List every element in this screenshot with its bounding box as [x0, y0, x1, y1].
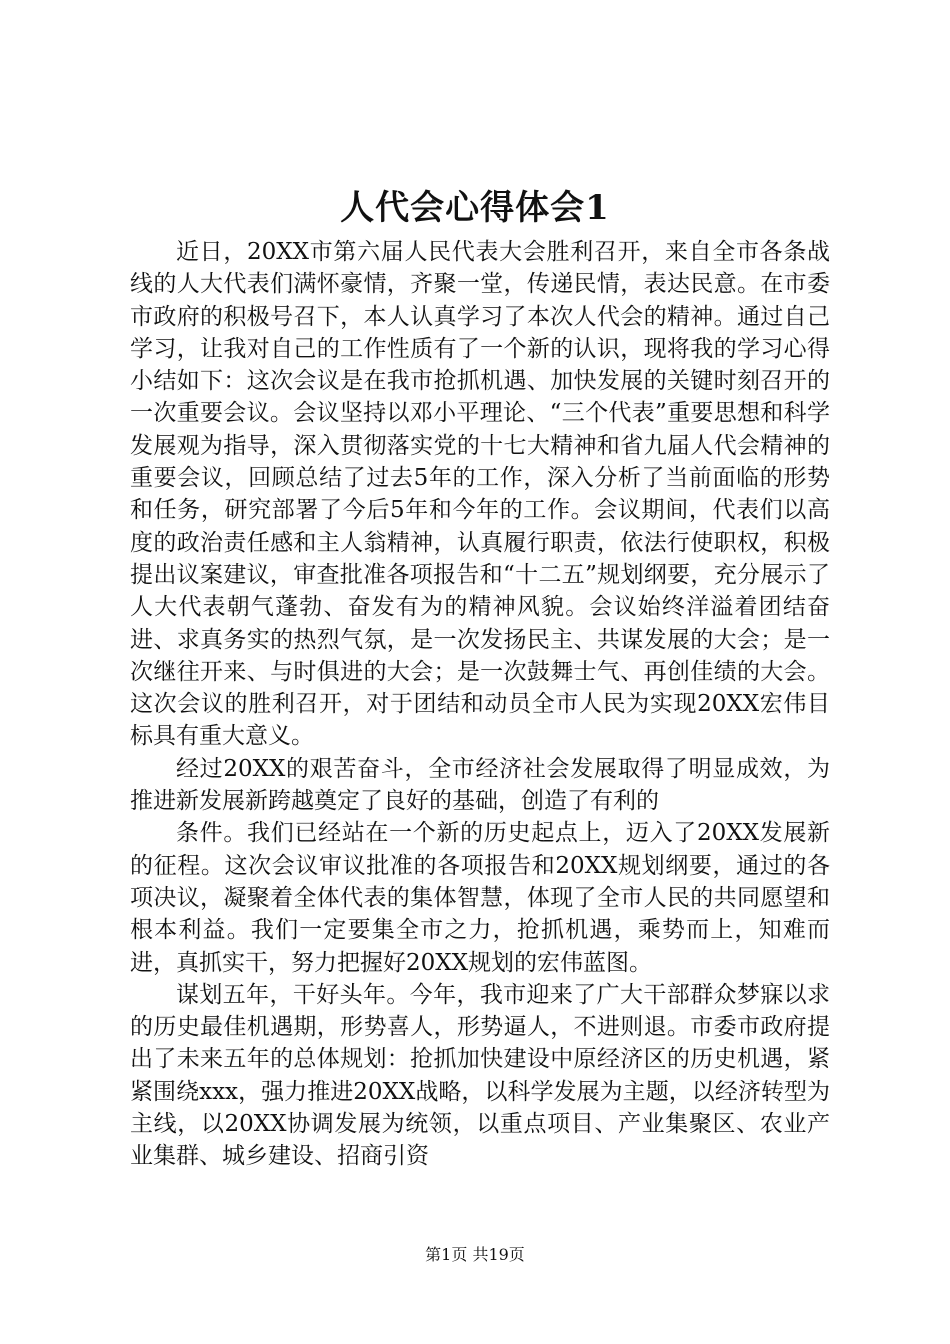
document-title: 人代会心得体会1	[340, 188, 610, 228]
paragraph: 经过20XX的艰苦奋斗，全市经济社会发展取得了明显成效，为推进新发展新跨越奠定了良好的基础，创造了有利的	[130, 755, 830, 815]
page-footer: 第1页 共19页	[425, 1245, 525, 1264]
paragraph: 条件。我们已经站在一个新的历史起点上，迈入了20XX发展新的征程。这次会议审议批准的各项报告和20XX规划纲要，通过的各项决议，凝聚着全体代表的集体智慧，体现了全市人民的共同愿望和根本利益。我们一定要集全市之力，抢抓机遇，乘势而上，知难而进，真抓实干，努力把握好20XX规划的宏伟蓝图。	[130, 820, 830, 976]
paragraph: 近日，20XX市第六届人民代表大会胜利召开，来自全市各条战线的人大代表们满怀豪情，齐聚一堂，传递民情，表达民意。在市委市政府的积极号召下，本人认真学习了本次人代会的精神。通过自己学习，让我对自己的工作性质有了一个新的认识，现将我的学习心得小结如下：这次会议是在我市抢抓机遇、加快发展的关键时刻召开的一次重要会议。会议坚持以邓小平理论、“三个代表”重要思想和科学发展观为指导，深入贯彻落实党的十七大精神和省九届人代会精神的重要会议，回顾总结了过去5年的工作，深入分析了当前面临的形势和任务，研究部署了今后5年和今年的工作。会议期间，代表们以高度的政治责任感和主人翁精神，认真履行职责，依法行使职权，积极提出议案建议，审查批准各项报告和“十二五”规划纲要，充分展示了人大代表朝气蓬勃、奋发有为的精神风貌。会议始终洋溢着团结奋进、求真务实的热烈气氛，是一次发扬民主、共谋发展的大会；是一次继往开来、与时俱进的大会；是一次鼓舞士气、再创佳绩的大会。这次会议的胜利召开，对于团结和动员全市人民为实现20XX宏伟目标具有重大意义。	[130, 239, 830, 750]
document-body	[130, 236, 830, 1173]
paragraph: 谋划五年，干好头年。今年，我市迎来了广大干部群众梦寐以求的历史最佳机遇期，形势喜人，形势逼人，不进则退。市委市政府提出了未来五年的总体规划：抢抓加快建设中原经济区的历史机遇，紧紧围绕xxx，强力推进20XX战略，以科学发展为主题，以经济转型为主线，以20XX协调发展为统领，以重点项目、产业集聚区、农业产业集群、城乡建设、招商引资	[130, 981, 830, 1170]
